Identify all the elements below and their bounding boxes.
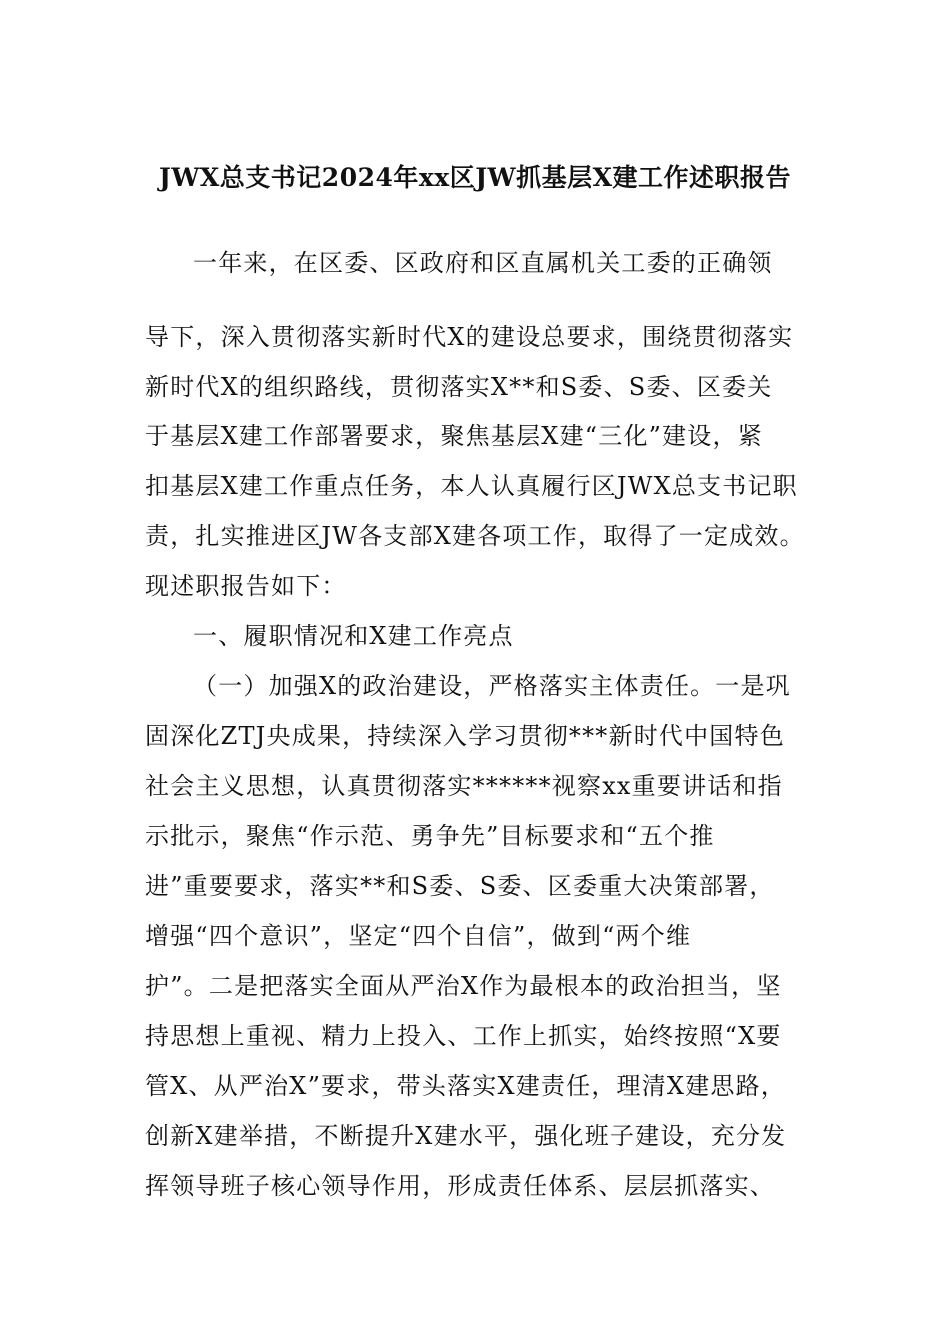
document-title: JWX总支书记2024年xx区JW抓基层X建工作述职报告 [159, 163, 791, 192]
paragraph-line: 社会主义思想，认真贯彻落实******视察xx重要讲话和指 [145, 772, 783, 800]
paragraph-line: 一年来，在区委、区政府和区直属机关工委的正确领 [193, 249, 773, 277]
paragraph-line: 创新X建举措，不断提升X建水平，强化班子建设，充分发 [145, 1122, 787, 1150]
subsection-heading: （一）加强X的政治建设，严格落实主体责任。一是巩 [193, 672, 791, 700]
paragraph-line: 导下，深入贯彻落实新时代X的建设总要求，围绕贯彻落实 [145, 323, 794, 351]
paragraph-line: 责，扎实推进区JW各支部X建各项工作，取得了一定成效。 [145, 522, 805, 550]
paragraph-line: 示批示，聚焦“作示范、勇争先”目标要求和“五个推 [145, 822, 715, 850]
paragraph-line: 新时代X的组织路线，贯彻落实X**和S委、S委、区委关 [145, 373, 773, 401]
paragraph-line: 管X、从严治X”要求，带头落实X建责任，理清X建思路， [145, 1072, 787, 1100]
paragraph-line: 现述职报告如下： [145, 572, 347, 600]
paragraph-line: 进”重要要求，落实**和S委、S委、区委重大决策部署， [145, 872, 775, 900]
paragraph-line: 于基层X建工作部署要求，聚焦基层X建“三化”建设，紧 [145, 422, 763, 450]
paragraph-line: 扣基层X建工作重点任务，本人认真履行区JWX总支书记职 [145, 472, 798, 500]
paragraph-line: 持思想上重视、精力上投入、工作上抓实，始终按照“X要 [145, 1022, 782, 1050]
paragraph-line: 护”。二是把落实全面从严治X作为最根本的政治担当，坚 [145, 972, 782, 1000]
paragraph-line: 固深化ZTJ央成果，持续深入学习贯彻***新时代中国特色 [145, 722, 785, 750]
paragraph-line: 挥领导班子核心领导作用，形成责任体系、层层抓落实、 [145, 1172, 775, 1200]
paragraph-line: 增强“四个意识”，坚定“四个自信”，做到“两个维 [145, 922, 692, 950]
section-heading: 一、履职情况和X建工作亮点 [193, 622, 514, 650]
